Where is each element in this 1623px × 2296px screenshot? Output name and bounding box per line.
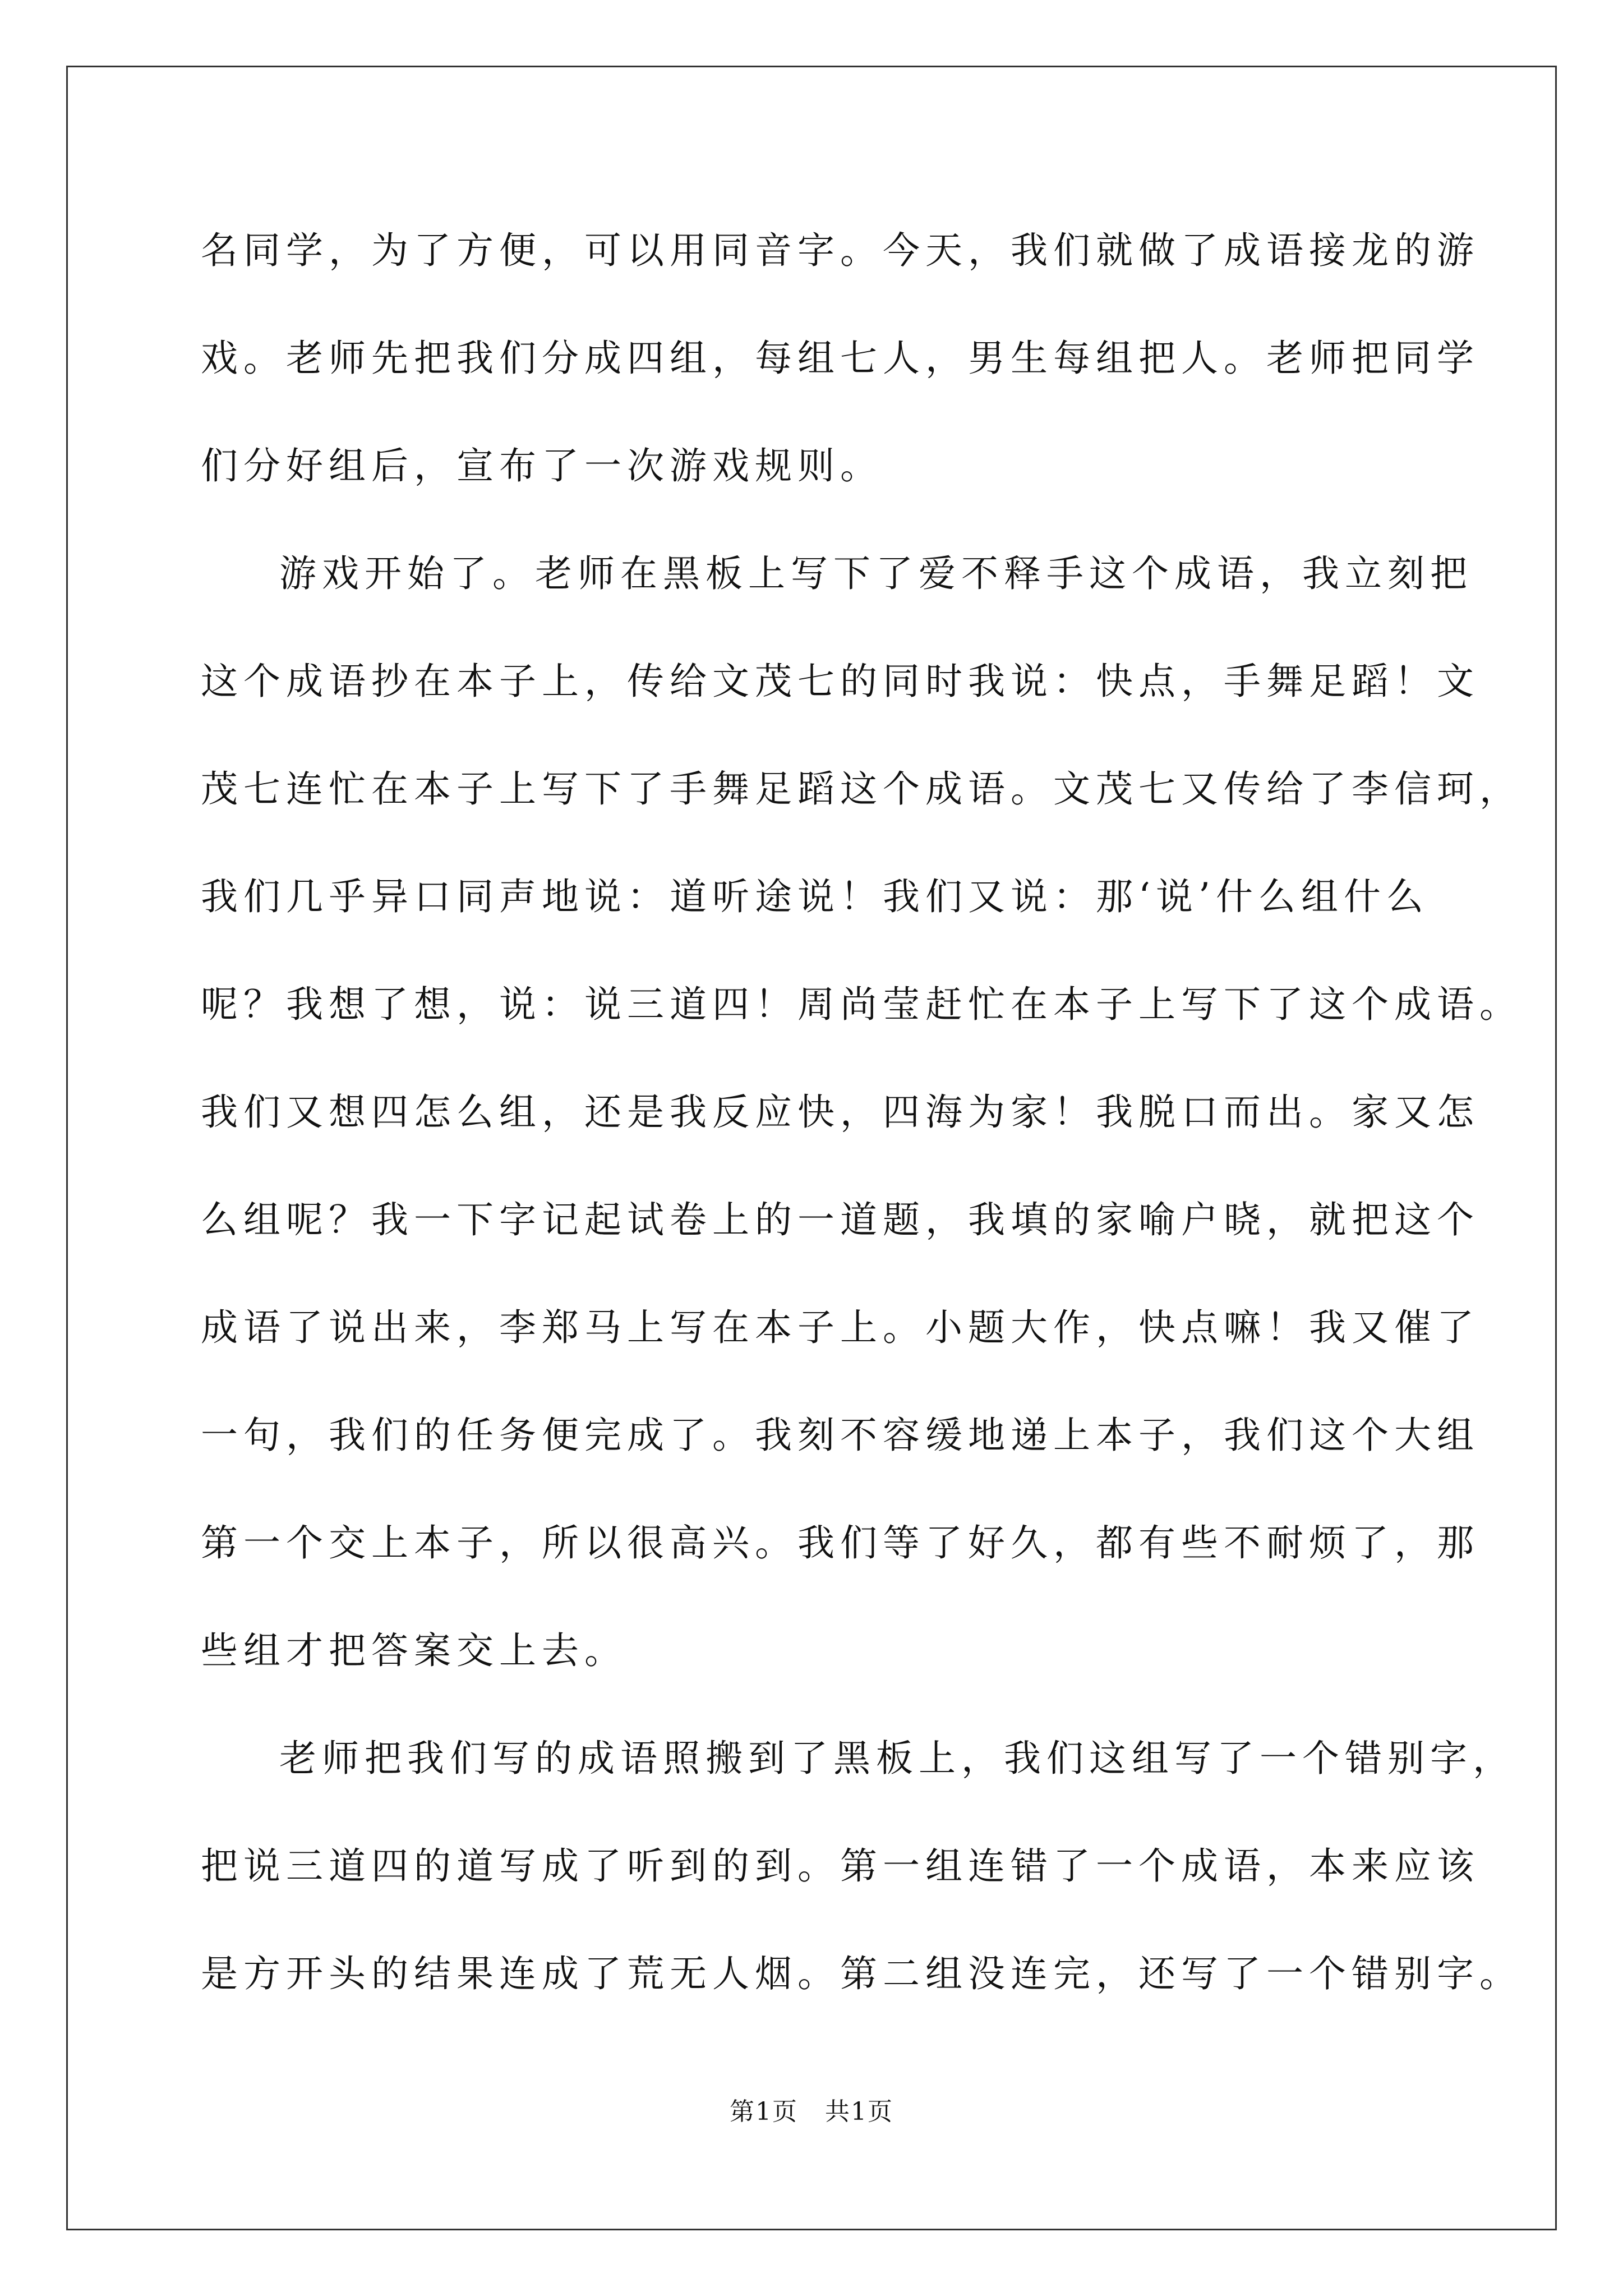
text-line: 把说三道四的道写成了听到的到。第一组连错了一个成语，本来应该 [201,1844,1479,1888]
page-number-footer: 第1页 共1页 [730,2097,893,2126]
text-line: 是方开头的结果连成了荒无人烟。第二组没连完，还写了一个错别字。 [201,1952,1522,1995]
text-line: 名同学，为了方便，可以用同音字。今天，我们就做了成语接龙的游 [201,229,1479,272]
text-line: 么组呢？我一下字记起试卷上的一道题，我填的家喻户晓，就把这个 [201,1198,1479,1241]
text-line: 我们几乎异口同声地说：道听途说！我们又说：那‘说’什么组什么 [201,875,1429,918]
text-line: 第一个交上本子，所以很高兴。我们等了好久，都有些不耐烦了，那 [201,1521,1479,1565]
text-line-paragraph-start: 游戏开始了。老师在黑板上写下了爱不释手这个成语，我立刻把 [279,552,1473,595]
text-line: 呢？我想了想，说：说三道四！周尚莹赶忙在本子上写下了这个成语。 [201,983,1522,1026]
text-line: 们分好组后，宣布了一次游戏规则。 [201,444,883,487]
document-body [201,220,1522,2051]
text-line: 我们又想四怎么组，还是我反应快，四海为家！我脱口而出。家又怎 [201,1091,1479,1134]
text-line: 一句，我们的任务便完成了。我刻不容缓地递上本子，我们这个大组 [201,1414,1479,1457]
text-line: 茂七连忙在本子上写下了手舞足蹈这个成语。文茂七又传给了李信珂， [201,767,1522,811]
text-line: 这个成语抄在本子上，传给文茂七的同时我说：快点，手舞足蹈！文 [201,660,1479,703]
text-line: 成语了说出来，李郑马上写在本子上。小题大作，快点嘛！我又催了 [201,1306,1479,1349]
text-line-paragraph-start: 老师把我们写的成语照搬到了黑板上，我们这组写了一个错别字， [279,1737,1515,1780]
text-line: 些组才把答案交上去。 [201,1629,627,1672]
text-line: 戏。老师先把我们分成四组，每组七人，男生每组把人。老师把同学 [201,337,1479,380]
